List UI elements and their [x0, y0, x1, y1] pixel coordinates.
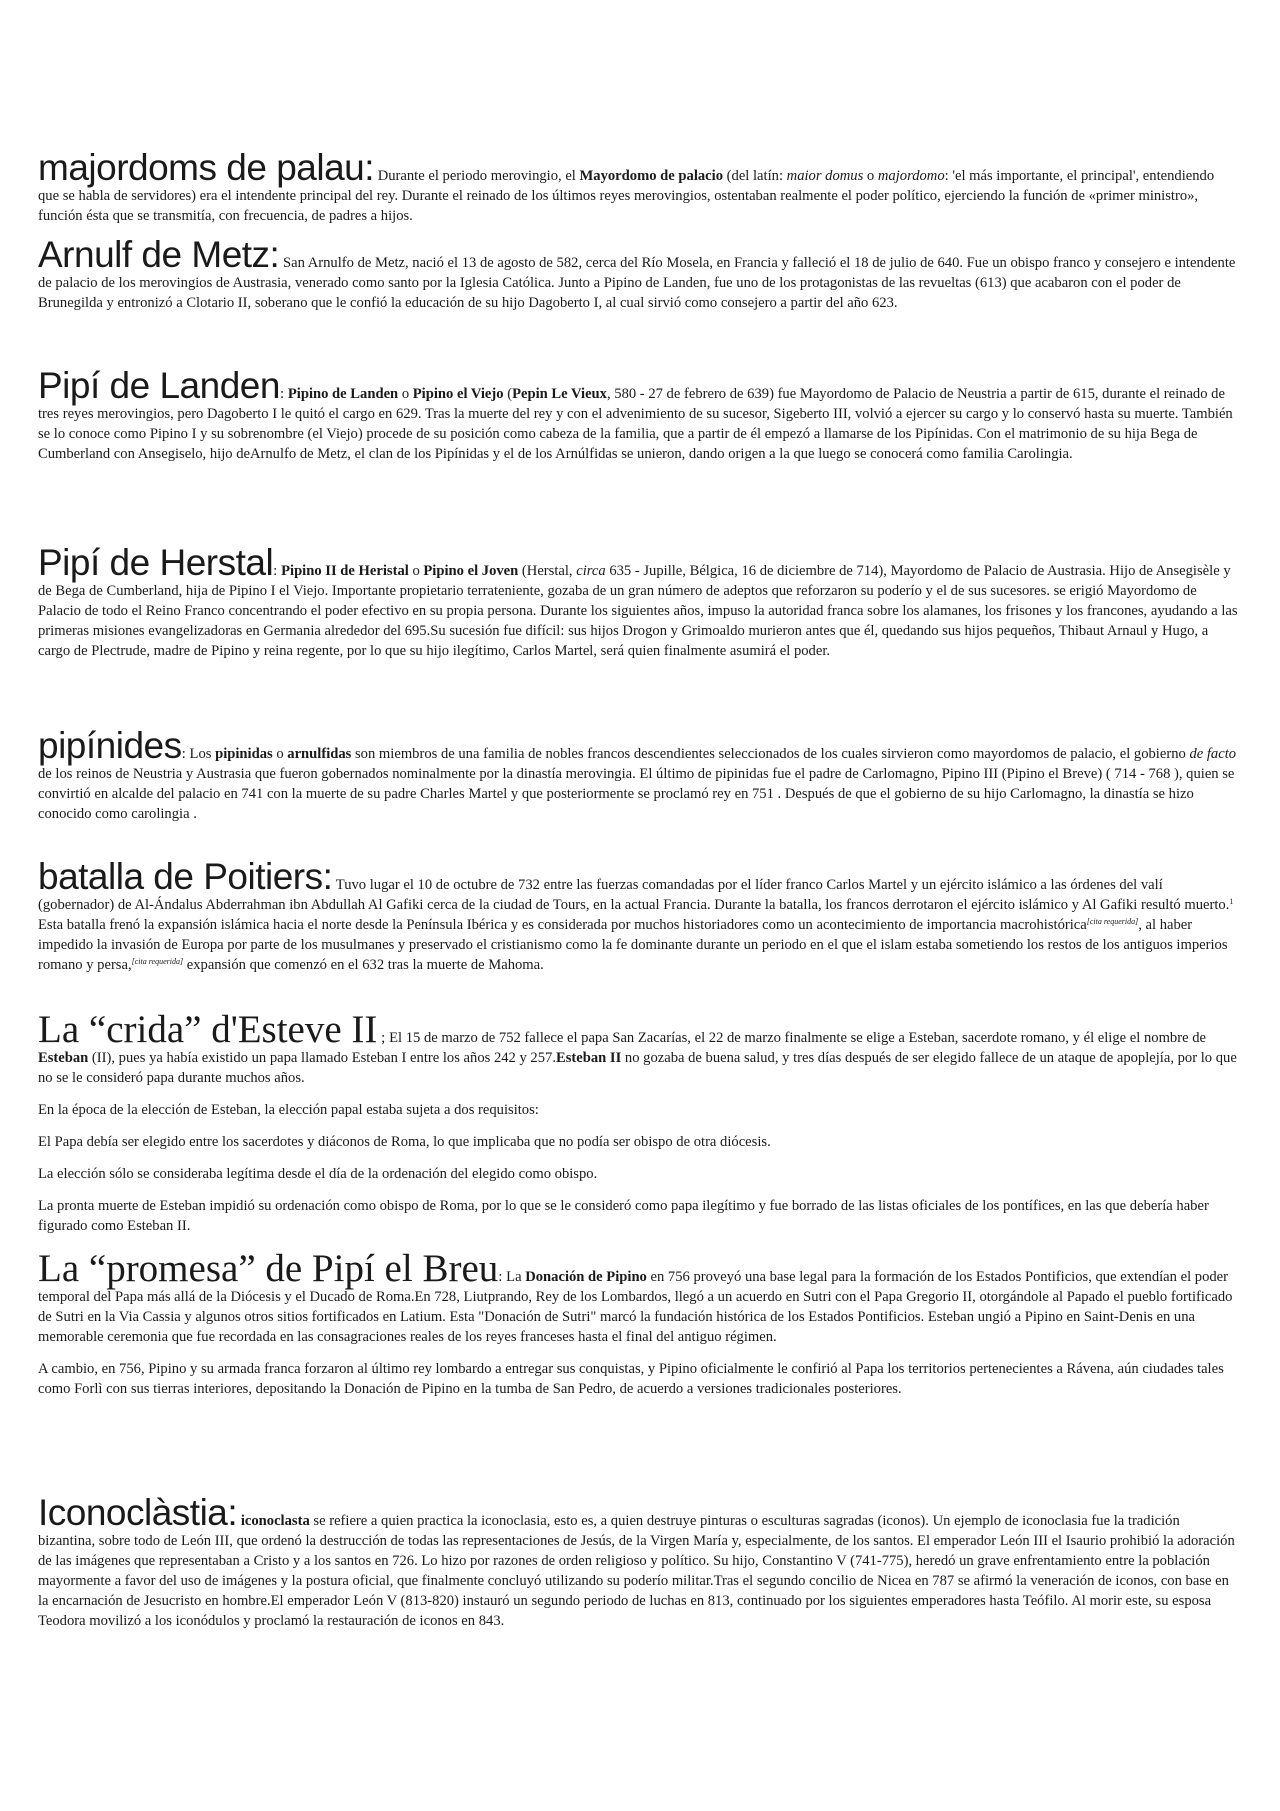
- bold-term: Pipino el Viejo: [412, 386, 504, 402]
- body-text: o: [408, 563, 424, 579]
- bold-term: Esteban: [38, 1050, 89, 1066]
- body-text: El Papa debía ser elegido entre los sacerdotes y diáconos de Roma, lo que implicaba que no podía ser obispo de otra diócesis.: [38, 1134, 771, 1150]
- entry-iconoclastia: [38, 1492, 1238, 1631]
- entry-paragraph: [38, 1164, 1238, 1184]
- body-text: (Herstal,: [518, 563, 577, 579]
- body-text: 635 - Jupille, Bélgica, 16 de diciembre de 714), Mayordomo de Palacio de Austrasia. Hijo de Ansegisèle y de Bega de Cumberland, hija de Pipino I el Viejo. Importante propietario terrateniente, gozaba de un gran número de adeptos que reforzaron su poderío y el de sus sucesores. se erigió Mayordomo de Palacio de todo el Reino Franco concentrando el poder efectivo en su propia persona. Durante los siguientes años, impuso la autoridad franca sobre los alamanes, los frisones y los francones, ayudando a las primeras misiones evangelizadoras en Germania alrededor del 695.Su sucesión fue difícil: sus hijos Drogon y Grimoaldo murieron antes que él, quedando sus hijos pequeños, Thibaut Arnaul y Hugo, a cargo de Plectrude, madre de Pipino y reina regente, por lo que su hijo ilegítimo, Carlos Martel, será quien finalmente asumirá el poder.: [38, 563, 1238, 659]
- body-text: (: [503, 386, 513, 402]
- bold-term: Pipino de Landen: [287, 386, 399, 402]
- body-text: expansión que comenzó en el 632 tras la muerte de Mahoma.: [183, 957, 544, 973]
- body-text: Los: [189, 746, 216, 762]
- heading-separator: :: [498, 1269, 507, 1285]
- entry-pipi-herstal: [38, 542, 1238, 661]
- entry-heading: Arnulf de Metz:: [38, 234, 280, 275]
- entry-pipinides: [38, 725, 1238, 824]
- entry-paragraph: [38, 1247, 1238, 1347]
- bold-term: iconoclasta: [240, 1513, 310, 1529]
- citation-needed: [cita requerida]: [131, 957, 184, 966]
- entry-heading: Pipí de Landen: [38, 365, 280, 406]
- entry-paragraph: [38, 234, 1238, 313]
- entry-heading: batalla de Poitiers:: [38, 856, 333, 897]
- body-text: En la época de la elección de Esteban, la elección papal estaba sujeta a dos requisitos:: [38, 1102, 539, 1118]
- entry-paragraph: [38, 147, 1238, 226]
- bold-term: Pipino II de Heristal: [281, 563, 409, 579]
- entry-crida-esteve: [38, 1008, 1238, 1236]
- body-text: Tuvo lugar el 10 de octubre de 732 entre las fuerzas comandadas por el líder franco Carlos Martel y un ejército islámico a las órdenes del valí (gobernador) de Al-Ándalus Abderrahman ibn Abdullah Al Gafiki cerca de la ciudad de Tours, en la actual Francia. Durante la batalla, los francos derrotaron el ejército islámico y Al Gafiki resultó muerto.: [38, 877, 1230, 913]
- entry-pipi-landen: [38, 365, 1238, 464]
- bold-term: arnulfidas: [287, 746, 352, 762]
- body-text: Esta batalla frenó la expansión islámica hacia el norte desde la Península Ibérica y es considerada por muchos historiadores como un acontecimiento de importancia macrohistórica: [38, 917, 1087, 933]
- entry-heading: majordoms de palau:: [38, 147, 375, 188]
- footnote-ref: 1: [1229, 897, 1234, 906]
- entry-poitiers: [38, 856, 1238, 975]
- entry-paragraph: [38, 1132, 1238, 1152]
- entry-paragraph: [38, 725, 1238, 824]
- entry-heading: La “promesa” de Pipí el Breu: [38, 1247, 499, 1290]
- heading-separator: :: [181, 746, 190, 762]
- entry-paragraph: [38, 1100, 1238, 1120]
- body-text: , 580 - 27 de febrero de 639) fue Mayordomo de Palacio de Neustria a partir de 615, durante el reinado de tres reyes merovingios, pero Dagoberto I le quitó el cargo en 629. Tras la muerte del rey y con el advenimiento de su sucesor, Sigeberto III, volvió a ejercer su cargo y lo conservó hasta su muerte. También se lo conoce como Pipino I y su sobrenombre (el Viejo) procede de su posición como cabeza de la familia, que a partir de él empezó a llamarse de los Pipínidas. Con el matrimonio de su hija Bega de Cumberland con Ansegiselo, hijo deArnulfo de Metz, el clan de los Pipínidas y el de los Arnúlfidas se unieron, dando origen a la que luego se conocerá como familia Carolingia.: [38, 386, 1233, 462]
- entry-paragraph: [38, 1008, 1238, 1088]
- bold-term: Esteban II: [555, 1050, 622, 1066]
- citation-needed: [cita requerida]: [1086, 917, 1139, 926]
- entry-arnulf: [38, 234, 1238, 313]
- body-text: en 756 proveyó una base legal para la formación de los Estados Pontificios, que extendían el poder temporal del Papa más allá de la Diócesis y el Ducado de Roma.En 728, Liutprando, Rey de los Lombardos, llegó a un acuerdo en Sutri con el Papa Gregorio II, otorgándole al Papado el pueblo fortificado de Sutri en la Via Cassia y algunos otros sitios fortificados en Latium. Esta "Donación de Sutri" marcó la fundación histórica de los Estados Pontificios. Esteban ungió a Pipino en Saint-Denis en una memorable ceremonia que fue recordada en las consagraciones reales de los reyes franceses hasta el final del antiguo régimen.: [38, 1269, 1233, 1345]
- entry-heading: Pipí de Herstal: [38, 542, 274, 583]
- italic-term: maior domus: [786, 168, 864, 184]
- body-text: (del latín:: [723, 168, 787, 184]
- entry-paragraph: [38, 856, 1238, 975]
- body-text: no gozaba de buena salud, y tres días después de ser elegido fallece de un ataque de apoplejía, por lo que no se le consideró papa durante muchos años.: [38, 1050, 1237, 1086]
- body-text: : 'el más importante, el principal', entendiendo que se habla de servidores) era el intendente principal del rey. Durante el reinado de los últimos reyes merovingios, ostentaban realmente el poder político, ejerciendo la función de «primer ministro», función ésta que se transmitía, con frecuencia, de padres a hijos.: [38, 168, 1215, 224]
- entry-paragraph: [38, 1359, 1238, 1399]
- heading-separator: :: [279, 386, 288, 402]
- entry-paragraph: [38, 1492, 1238, 1631]
- body-text: o: [272, 746, 288, 762]
- bold-term: Pepin Le Vieux: [512, 386, 607, 402]
- italic-term: de facto: [1189, 746, 1237, 762]
- entry-heading: Iconoclàstia:: [38, 1492, 238, 1533]
- body-text: (II), pues ya había existido un papa llamado Esteban I entre los años 242 y 257.: [88, 1050, 556, 1066]
- entry-promesa-pipi: [38, 1247, 1238, 1399]
- entry-paragraph: [38, 1196, 1238, 1236]
- bold-term: Pipino el Joven: [423, 563, 519, 579]
- body-text: Durante el periodo merovingio, el: [377, 168, 580, 184]
- italic-term: circa: [576, 563, 606, 579]
- body-text: La elección sólo se consideraba legítima desde el día de la ordenación del elegido como obispo.: [38, 1166, 598, 1182]
- body-text: La pronta muerte de Esteban impidió su ordenación como obispo de Roma, por lo que se le consideró como papa ilegítimo y fue borrado de las listas oficiales de los pontífices, en las que debería haber figurado como Esteban II.: [38, 1198, 1209, 1234]
- entry-paragraph: [38, 365, 1238, 464]
- bold-term: Mayordomo de palacio: [579, 168, 724, 184]
- body-text: San Arnulfo de Metz, nació el 13 de agosto de 582, cerca del Río Mosela, en Francia y falleció el 18 de julio de 640. Fue un obispo franco y consejero e intendente de palacio de los merovingios de Austrasia, venerado como santo por la Iglesia Católica. Junto a Pipino de Landen, fue uno de los protagonistas de las revueltas (613) que acabaron con el poder de Brunegilda y entronizó a Clotario II, soberano que le confió la educación de su hijo Dagoberto I, al cual sirvió como consejero a partir del año 623.: [38, 255, 1236, 311]
- body-text: o: [398, 386, 413, 402]
- body-text: de los reinos de Neustria y Austrasia que fueron gobernados nominalmente por la dinastía merovingia. El último de pipinidas fue el padre de Carlomagno, Pipino III (Pipino el Breve) ( 714 - 768 ), quien se convirtió en alcalde del palacio en 741 con la muerte de su padre Charles Martel y que posteriormente se proclamó rey en 751 . Después de que el gobierno de su hijo Carlomagno, la dinastía se hizo conocido como carolingia .: [38, 766, 1235, 822]
- body-text: se refiere a quien practica la iconoclasia, esto es, a quien destruye pinturas o esculturas sagradas (iconos). Un ejemplo de iconoclasia fue la tradición bizantina, sobre todo de León III, que ordenó la destrucción de todas las representaciones de Jesús, de la Virgen María y, especialmente, de los santos. El emperador León III el Isaurio prohibió la adoración de las imágenes que representaban a Cristo y a los santos en 726. Lo hizo por razones de orden religioso y político. Su hijo, Constantino V (741-775), heredó un grave enfrentamiento entre la población mayormente a favor del uso de imágenes y la postura oficial, que finalmente concluyó utilizando su poderío militar.Tras el segundo concilio de Nicea en 787 se afirmó la veneración de iconos, con base en la encarnación de Jesucristo en hombre.El emperador León V (813-820) instauró un segundo periodo de luchas en 813, continuado por los siguientes emperadores hasta Teófilo. Al morir este, su esposa Teodora movilizó a los iconódulos y proclamó la restauración de iconos en 843.: [38, 1513, 1235, 1629]
- entry-paragraph: [38, 542, 1238, 661]
- entry-heading: pipínides: [38, 725, 182, 766]
- heading-separator: ;: [377, 1030, 390, 1046]
- bold-term: Donación de Pipino: [525, 1269, 647, 1285]
- body-text: o: [863, 168, 878, 184]
- body-text: , al haber impedido la invasión de Europa por parte de los musulmanes y preservado el cristianismo como la fe dominante durante un periodo en el que el islam estaba sometiendo los restos de los antiguos imperios romano y persa,: [38, 917, 1228, 973]
- entry-heading: La “crida” d'Esteve II: [38, 1008, 378, 1051]
- body-text: son miembros de una familia de nobles francos descendientes seleccionados de los cuales sirvieron como mayordomos de palacio, el gobierno: [351, 746, 1190, 762]
- body-text: El 15 de marzo de 752 fallece el papa San Zacarías, el 22 de marzo finalmente se elige a Esteban, sacerdote romano, y él elige el nombre de: [389, 1030, 1206, 1046]
- entry-majordoms: [38, 147, 1238, 226]
- bold-term: pipinidas: [215, 746, 273, 762]
- heading-separator: :: [273, 563, 282, 579]
- body-text: La: [506, 1269, 526, 1285]
- body-text: A cambio, en 756, Pipino y su armada franca forzaron al último rey lombardo a entregar sus conquistas, y Pipino oficialmente le confirió al Papa los territorios pertenecientes a Rávena, aún ciudades tales como Forlì con sus tierras interiores, depositando la Donación de Pipino en la tumba de San Pedro, de acuerdo a versiones tradicionales posteriores.: [38, 1361, 1224, 1397]
- italic-term: majordomo: [877, 168, 945, 184]
